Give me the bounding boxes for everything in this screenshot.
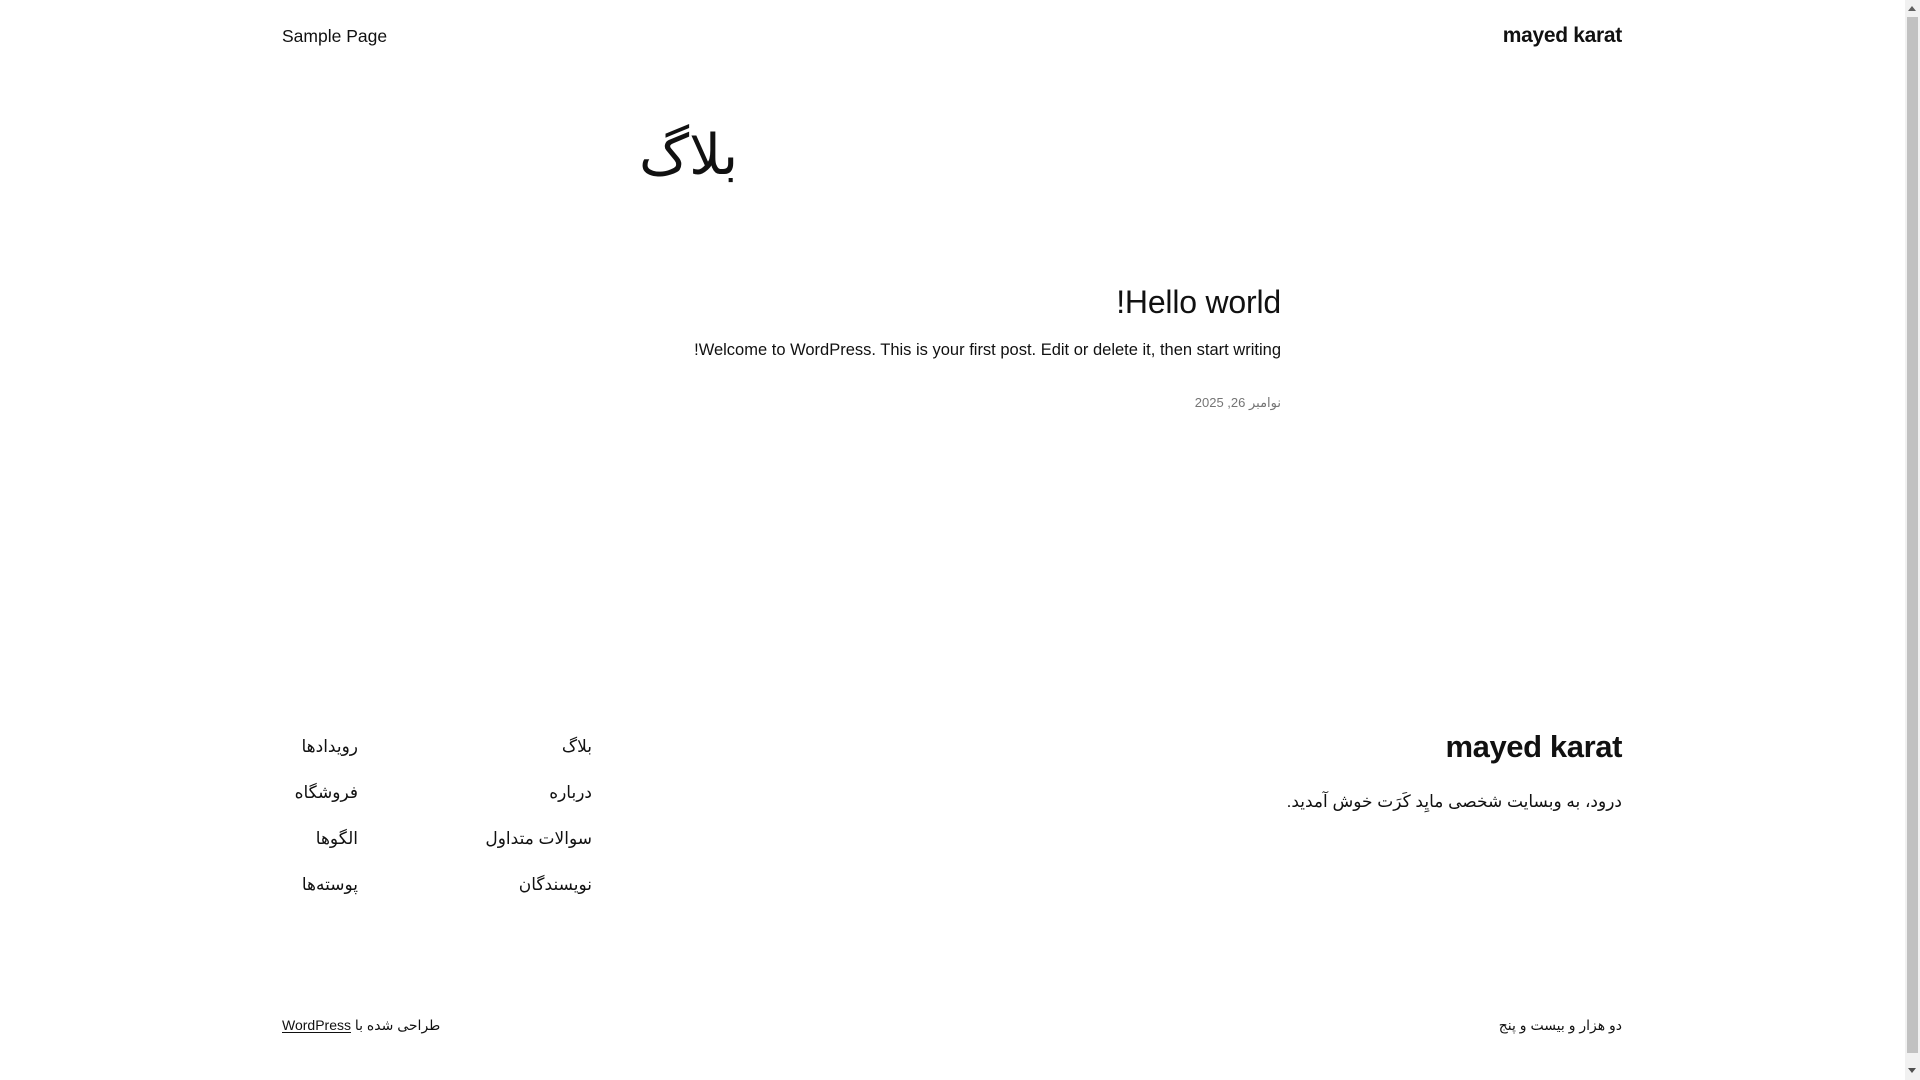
scroll-down-icon[interactable]	[1908, 1068, 1916, 1073]
site-header	[282, 23, 1622, 49]
wordpress-link[interactable]: WordPress	[282, 1017, 351, 1033]
post-item	[639, 283, 1281, 412]
list-item	[505, 737, 592, 758]
list-item	[505, 875, 592, 896]
header-nav	[282, 26, 387, 47]
theme-name: دو هزار و بیست و پنج	[1498, 1017, 1622, 1033]
footer-tagline: درود، به وبسایت شخصی مایِد کَرَت خوش آمدید.	[1286, 792, 1622, 811]
list-item	[485, 829, 592, 850]
list-item	[282, 829, 358, 850]
main-content	[639, 121, 1281, 412]
list-item	[505, 783, 592, 804]
post-title	[639, 283, 1281, 321]
footer-site-title: mayed karat	[1445, 729, 1622, 764]
post-excerpt: Welcome to WordPress. This is your first post. Edit or delete it, then start writing!	[694, 341, 1281, 359]
site-footer	[282, 722, 1622, 921]
wordpress-credit	[282, 1015, 440, 1035]
footer-nav	[282, 737, 592, 921]
credit-prefix: طراحی شده با	[354, 1017, 441, 1033]
post-title-link[interactable]: Hello world!	[1116, 284, 1281, 320]
vertical-scrollbar[interactable]	[1905, 0, 1920, 1080]
footer-nav-item-faq[interactable]: سوالات متداول	[485, 829, 592, 848]
footer-nav-item-shop[interactable]: فروشگاه	[294, 783, 358, 802]
footer-nav-item-patterns[interactable]: الگوها	[315, 829, 358, 848]
list-item	[282, 875, 358, 896]
footer-credits	[282, 1015, 1622, 1035]
footer-nav-item-blog[interactable]: بلاگ	[561, 737, 592, 756]
scroll-up-icon[interactable]	[1908, 6, 1916, 11]
page-title: بلاگ	[639, 123, 739, 186]
list-item	[282, 783, 358, 804]
footer-nav-item-authors[interactable]: نویسندگان	[518, 875, 592, 894]
nav-item-sample-page[interactable]: Sample Page	[282, 25, 388, 46]
scrollbar-thumb[interactable]	[1907, 17, 1918, 1053]
footer-brand	[1287, 722, 1622, 815]
footer-nav-item-events[interactable]: رویدادها	[301, 737, 358, 756]
footer-nav-column-primary	[485, 737, 592, 921]
footer-nav-item-themes[interactable]: پوسته‌ها	[301, 875, 358, 894]
footer-nav-item-about[interactable]: درباره	[549, 783, 592, 802]
site-title-link[interactable]: mayed karat	[1502, 24, 1622, 47]
list-item	[282, 737, 358, 758]
footer-nav-column-secondary	[282, 737, 358, 921]
post-date: نوامبر 26, 2025	[1194, 395, 1281, 410]
